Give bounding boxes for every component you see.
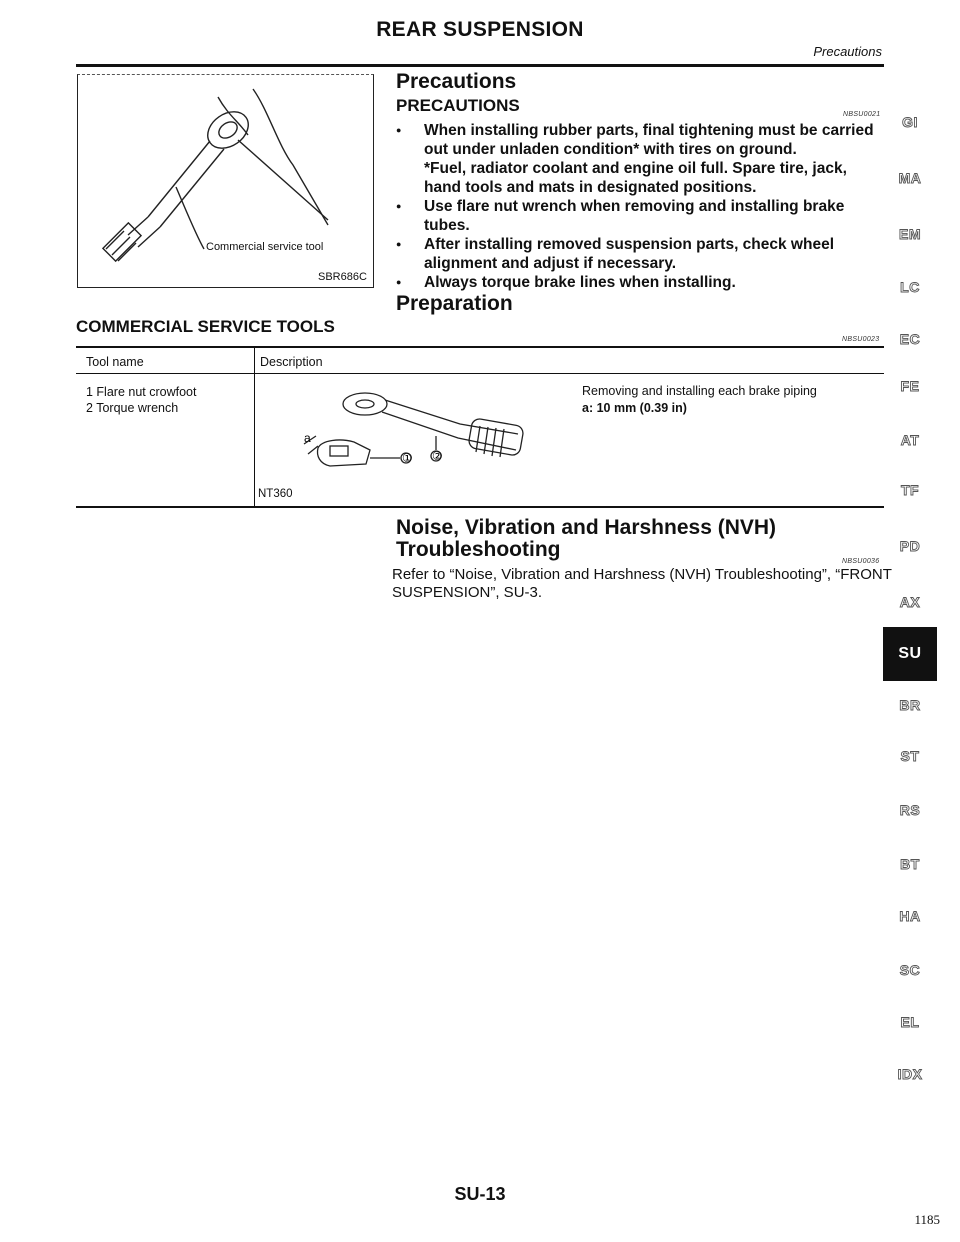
precautions-heading: Precautions bbox=[396, 70, 517, 93]
figure-service-tool bbox=[77, 74, 374, 288]
list-item: ● Use flare nut wrench when removing and installing brake tubes. bbox=[392, 197, 882, 235]
page-number: SU-13 bbox=[454, 1184, 506, 1204]
list-item-note: *Fuel, radiator coolant and engine oil full. Spare tire, jack, hand tools and mats in designated positions. bbox=[424, 160, 847, 196]
side-tab-fe[interactable]: FE bbox=[900, 378, 920, 394]
side-tab-bt[interactable]: BT bbox=[900, 856, 920, 872]
nvh-code: NBSU0036 bbox=[842, 558, 880, 565]
precautions-list bbox=[392, 121, 882, 292]
side-tab-rs[interactable]: RS bbox=[899, 802, 921, 818]
side-tab-el[interactable]: EL bbox=[900, 1014, 920, 1030]
side-tab-at[interactable]: AT bbox=[900, 432, 920, 448]
column-header-description: Description bbox=[260, 355, 323, 369]
tool-name: 1 Flare nut crowfoot bbox=[86, 385, 197, 399]
nvh-body: Refer to “Noise, Vibration and Harshness (NVH) Troubleshooting”, “FRONT SUSPENSION”, SU-3. bbox=[392, 566, 892, 601]
side-tab-idx[interactable]: IDX bbox=[897, 1066, 923, 1082]
side-tab-ma[interactable]: MA bbox=[898, 170, 922, 186]
table-rule-header bbox=[76, 373, 884, 374]
callout-2: ② bbox=[432, 449, 443, 463]
nvh-heading-line2: Troubleshooting bbox=[396, 538, 561, 561]
header-rule bbox=[76, 64, 884, 67]
preparation-heading: Preparation bbox=[396, 292, 513, 315]
figure-callout: Commercial service tool bbox=[206, 241, 324, 253]
table-title: COMMERCIAL SERVICE TOOLS bbox=[76, 317, 335, 336]
column-header-tool-name: Tool name bbox=[86, 355, 144, 369]
side-tab-sc[interactable]: SC bbox=[899, 962, 921, 978]
side-tab-st[interactable]: ST bbox=[900, 748, 920, 764]
side-tab-br[interactable]: BR bbox=[899, 697, 921, 713]
tool-description: Removing and installing each brake piping bbox=[582, 384, 817, 398]
precautions-subheading: PRECAUTIONS bbox=[396, 96, 520, 115]
side-tab-ec[interactable]: EC bbox=[899, 331, 921, 347]
table-column-divider bbox=[254, 346, 255, 507]
table-row-tool-names bbox=[86, 384, 196, 416]
tool-name: 2 Torque wrench bbox=[86, 401, 179, 415]
flare-nut-wrench-illustration bbox=[78, 75, 373, 287]
table-rule-bottom bbox=[76, 506, 884, 508]
table-rule-top bbox=[76, 346, 884, 348]
side-tab-su[interactable]: SU bbox=[883, 627, 937, 681]
side-tab-lc[interactable]: LC bbox=[900, 279, 920, 295]
side-tab-pd[interactable]: PD bbox=[899, 538, 921, 554]
crowfoot-torque-wrench-illustration bbox=[270, 382, 560, 492]
list-item: ● After installing removed suspension parts, check wheel alignment and adjust if necessary. bbox=[392, 235, 882, 273]
sheet-number: 1185 bbox=[914, 1212, 940, 1227]
callout-1: ① bbox=[402, 451, 413, 465]
list-item: ● Always torque brake lines when installing. bbox=[392, 273, 882, 292]
side-tab-ax[interactable]: AX bbox=[899, 594, 921, 610]
side-tab-em[interactable]: EM bbox=[899, 226, 921, 242]
nvh-heading: Noise, Vibration and Harshness (NVH) bbox=[396, 516, 777, 539]
callout-a: a bbox=[304, 431, 311, 445]
tool-figure-id: NT360 bbox=[258, 488, 293, 500]
precautions-code: NBSU0021 bbox=[843, 111, 881, 118]
running-head: Precautions bbox=[813, 44, 882, 59]
figure-id: SBR686C bbox=[318, 271, 367, 283]
tool-spec: a: 10 mm (0.39 in) bbox=[582, 401, 687, 415]
preparation-code: NBSU0023 bbox=[842, 336, 880, 343]
section-title: REAR SUSPENSION bbox=[376, 18, 584, 41]
side-tab-gi[interactable]: GI bbox=[902, 114, 918, 130]
list-item: ● When installing rubber parts, final tightening must be carried out under unladen condition* with tires on ground. bbox=[392, 121, 882, 159]
side-tab-ha[interactable]: HA bbox=[899, 908, 921, 924]
side-tab-tf[interactable]: TF bbox=[900, 482, 920, 498]
